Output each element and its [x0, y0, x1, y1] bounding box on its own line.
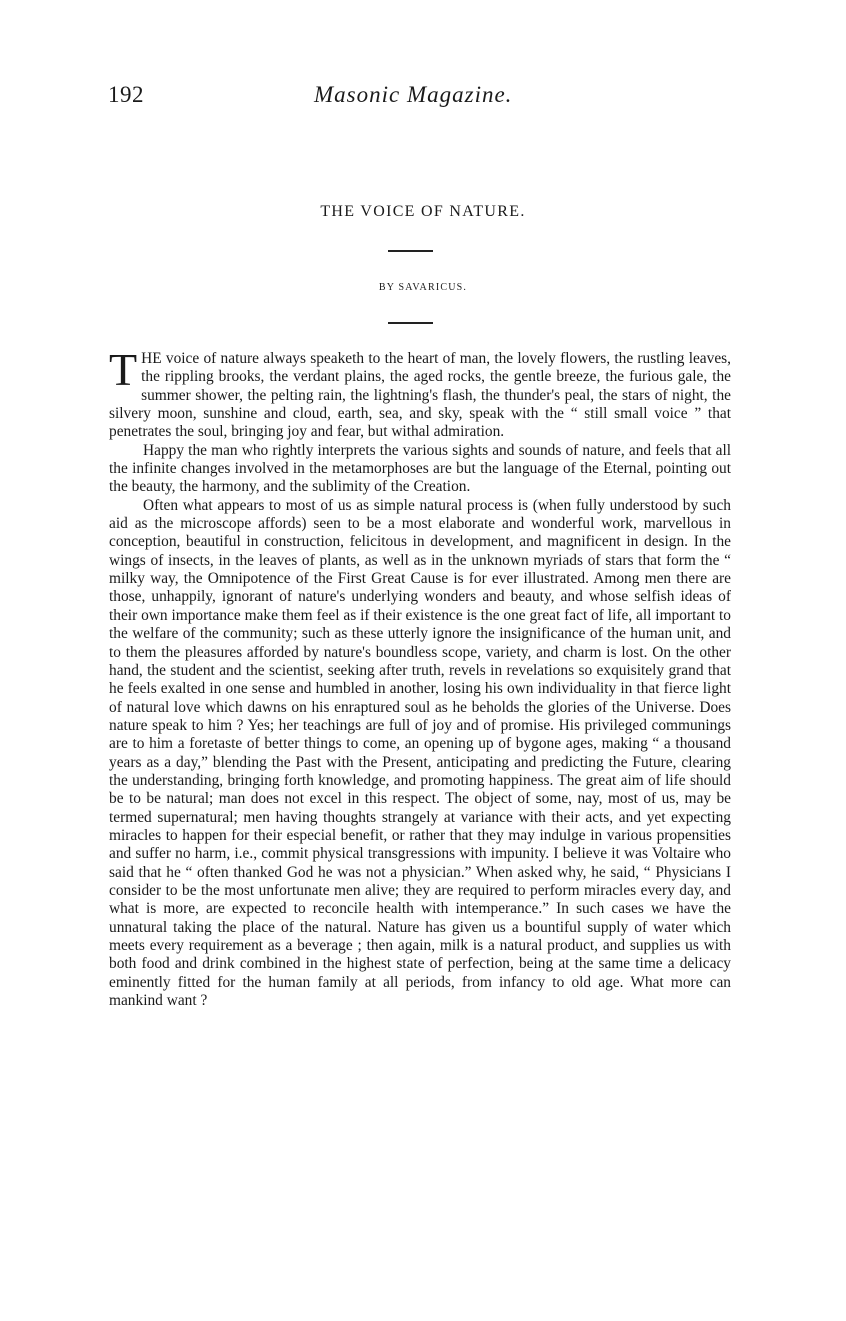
- paragraph-1-text: HE voice of nature always speaketh to the heart of man, the lovely flowers, the rustling leaves, the rippling brooks, the verdant plains, the aged rocks, the gentle breeze, the furious gale, the summer shower, the pelting rain, the lightning's flash, the thunder's peal, the stars of night, the silvery moon, sunshine and cloud, earth, sea, and sky, speak with the “ still small voice ” that penetrates the soul, bringing joy and fear, but withal admiration.: [109, 350, 731, 441]
- paragraph-3: Often what appears to most of us as simple natural process is (when fully understood by such aid as the microscope affords) seen to be a most elaborate and wonderful work, marvellous in conception, beautiful in construction, felicitous in development, and magnificent in design. In the wings of insects, in the leaves of plants, as well as in the unknown myriads of stars that form the “ milky way, the Omnipotence of the First Great Cause is for ever illustrated. Among men there are those, unhappily, ignorant of nature's underlying wonders and beauty, and whose selfish ideas of their own importance make them feel as if their existence is the one great fact of life, all important to the welfare of the community; such as these utterly ignore the insignificance of the human unit, and to them the pleasures afforded by nature's boundless scope, variety, and charm is lost. On the other hand, the student and the scientist, seeking after truth, revels in revelations so exquisitely grand that he feels exalted in one sense and humbled in another, losing his own individuality in that fierce light of natural love which dawns on his enraptured soul as he beholds the glories of the Universe. Does nature speak to him ? Yes; her teachings are full of joy and of promise. His privileged communings are to him a foretaste of better things to come, an opening up of bygone ages, making “ a thousand years as a day,” blending the Past with the Present, anticipating and predicting the Future, clearing the understanding, bringing forth knowledge, and promoting happiness. The great aim of life should be to be natural; man does not excel in this respect. The object of some, nay, most of us, may be termed supernatural; men having thoughts strangely at variance with their acts, and yet expecting miracles to happen for their especial benefit, or rather that they may indulge in various propensities and suffer no harm, i.e., commit physical transgressions with impunity. I believe it was Voltaire who said that he “ often thanked God he was not a physician.” When asked why, he said, “ Physicians I consider to be the most unfortunate men alive; they are required to perform miracles every day, and what is more, are expected to reconcile health with intemperance.” In such cases we have the unnatural taking the place of the natural. Nature has given us a bountiful supply of water which meets every requirement as a beverage ; then again, milk is a natural product, and supplies us with both food and drink combined in the highest state of perfection, being at the same time a delicacy eminently fitted for the human family at all periods, from infancy to old age. What more can mankind want ?: [109, 496, 731, 1010]
- article-body: [109, 344, 731, 1010]
- article-title: THE VOICE OF NATURE.: [320, 203, 526, 220]
- drop-cap: T: [109, 344, 138, 395]
- title-divider: [388, 250, 433, 252]
- byline-divider: [388, 322, 433, 324]
- article-byline: BY SAVARICUS.: [378, 282, 468, 293]
- magazine-title: Masonic Magazine.: [314, 82, 513, 107]
- paragraph-2: Happy the man who rightly interprets the various sights and sounds of nature, and feels that all the infinite changes involved in the metamorphoses are but the language of the Eternal, pointing out the beauty, the harmony, and the sublimity of the Creation.: [109, 441, 731, 496]
- running-header: [108, 82, 736, 116]
- page-number: 192: [108, 82, 144, 107]
- paragraph-1: [109, 344, 731, 442]
